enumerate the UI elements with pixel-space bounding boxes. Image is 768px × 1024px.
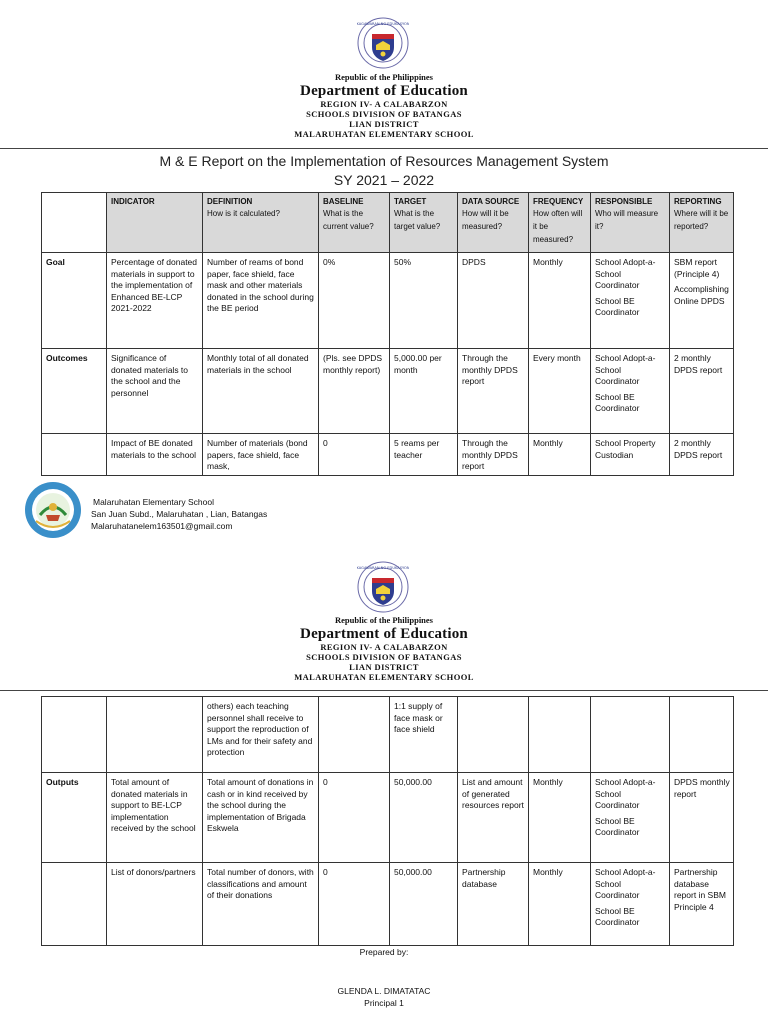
cell-responsible: School Adopt-a-School Coordinator xyxy=(595,353,656,386)
cell-frequency: Monthly xyxy=(533,867,563,877)
table-row-border xyxy=(41,945,734,946)
cell-definition: Number of reams of bond paper, face shield, face mask and other materials donated in the school during the BE period xyxy=(207,257,314,313)
table-column-border xyxy=(590,696,591,946)
table-column-border xyxy=(202,192,203,476)
cell-frequency: Monthly xyxy=(533,257,563,267)
table-column-border xyxy=(318,696,319,946)
cell-responsible: School Adopt-a-School Coordinator xyxy=(595,257,656,290)
table-row-border xyxy=(41,862,734,863)
cell-indicator: Total amount of donated materials in support to BE-LCP implementation received by the school xyxy=(111,777,196,833)
table-column-border xyxy=(528,192,529,476)
signatory-name: GLENDA L. DIMATATAC xyxy=(337,986,431,996)
cell-responsible-secondary: School BE Coordinator xyxy=(595,905,640,927)
school-logo-icon xyxy=(24,481,82,539)
cell-data_source: Through the monthly DPDS report xyxy=(462,438,518,471)
cell-target: 50% xyxy=(394,257,412,267)
table-row-border xyxy=(41,252,734,253)
cell-baseline: 0% xyxy=(323,257,336,267)
column-header-title: DEFINITION xyxy=(207,197,253,206)
cell-indicator: Percentage of donated materials in support to the implementation of Enhanced BE-LCP 2021-2022 xyxy=(111,257,198,313)
cell-indicator: Impact of BE donated materials to the school xyxy=(111,438,197,460)
district-line: LIAN DISTRICT xyxy=(349,662,419,672)
table-row-border xyxy=(41,475,734,476)
table-column-border xyxy=(733,696,734,946)
column-header-title: TARGET xyxy=(394,197,427,206)
department-title: Department of Education xyxy=(300,83,468,99)
cell-responsible-secondary: School BE Coordinator xyxy=(595,391,640,413)
header-divider xyxy=(0,690,768,691)
cell-baseline: 0 xyxy=(323,438,328,448)
region-line: REGION IV- A CALABARZON xyxy=(320,642,448,652)
column-header-title: RESPONSIBLE xyxy=(595,197,653,206)
column-header-subtitle: How will it be measured? xyxy=(462,209,509,231)
cell-definition: Total number of donors, with classifications and amount of their donations xyxy=(207,867,314,900)
table-row-border xyxy=(41,696,734,697)
footer-address: San Juan Subd., Malaruhatan , Lian, Batangas xyxy=(91,509,268,519)
cell-data_source: List and amount of generated resources report xyxy=(462,777,524,810)
column-header-subtitle: What is the current value? xyxy=(323,209,374,231)
cell-definition: Total amount of donations in cash or in kind received by the school during the implementation of Brigada Eskwela xyxy=(207,777,314,833)
cell-definition: others) each teaching personnel shall receive to support the reproduction of LMs and for their safety and protection xyxy=(207,701,313,757)
column-header-title: DATA SOURCE xyxy=(462,197,520,206)
signatory-title: Principal 1 xyxy=(364,998,404,1008)
cell-responsible: School Adopt-a-School Coordinator xyxy=(595,867,656,900)
republic-line: Republic of the Philippines xyxy=(334,615,433,625)
table-column-border xyxy=(202,696,203,946)
republic-line: Republic of the Philippines xyxy=(334,72,433,82)
deped-seal-icon xyxy=(357,17,409,69)
report-title: M & E Report on the Implementation of Resources Management System xyxy=(159,153,609,169)
table-row-border xyxy=(41,772,734,773)
school-line: MALARUHATAN ELEMENTARY SCHOOL xyxy=(294,129,474,139)
cell-reporting: SBM report (Principle 4) xyxy=(674,257,720,279)
table-column-border xyxy=(528,696,529,946)
district-line: LIAN DISTRICT xyxy=(349,119,419,129)
school-year: SY 2021 – 2022 xyxy=(333,172,435,188)
svg-text:KAGAWARAN NG EDUKASYON: KAGAWARAN NG EDUKASYON xyxy=(357,566,409,570)
column-header-subtitle: How is it calculated? xyxy=(207,209,280,218)
cell-baseline: 0 xyxy=(323,777,328,787)
cell-frequency: Monthly xyxy=(533,438,563,448)
header-divider xyxy=(0,148,768,149)
table-column-border xyxy=(389,192,390,476)
cell-reporting: 2 monthly DPDS report xyxy=(674,438,723,460)
column-header-subtitle: How often will it be measured? xyxy=(533,209,583,244)
cell-responsible: School Property Custodian xyxy=(595,438,656,460)
cell-responsible-secondary: School BE Coordinator xyxy=(595,295,640,317)
division-line: SCHOOLS DIVISION OF BATANGAS xyxy=(306,652,462,662)
cell-data_source: Through the monthly DPDS report xyxy=(462,353,518,386)
column-header-title: INDICATOR xyxy=(111,197,155,206)
cell-target: 50,000.00 xyxy=(394,867,432,877)
cell-frequency: Every month xyxy=(533,353,581,363)
cell-data_source: DPDS xyxy=(462,257,486,267)
footer-email[interactable]: Malaruhatanelem163501@gmail.com xyxy=(91,521,233,531)
cell-baseline: 0 xyxy=(323,867,328,877)
table-row-border xyxy=(41,192,734,193)
column-header-title: BASELINE xyxy=(323,197,364,206)
cell-reporting: 2 monthly DPDS report xyxy=(674,353,723,375)
table-column-border xyxy=(41,696,42,946)
column-header-subtitle: Where will it be reported? xyxy=(674,209,729,231)
cell-baseline: (Pls. see DPDS monthly report) xyxy=(323,353,383,375)
table-column-border xyxy=(457,696,458,946)
table-column-border xyxy=(106,192,107,476)
table-column-border xyxy=(41,192,42,476)
row-label: Goal xyxy=(46,257,65,267)
cell-data_source: Partnership database xyxy=(462,867,506,889)
division-line: SCHOOLS DIVISION OF BATANGAS xyxy=(306,109,462,119)
cell-responsible-secondary: School BE Coordinator xyxy=(595,815,640,837)
row-label: Outcomes xyxy=(46,353,88,363)
cell-reporting: DPDS monthly report xyxy=(674,777,730,799)
footer-school-name: Malaruhatan Elementary School xyxy=(93,497,214,507)
cell-responsible: School Adopt-a-School Coordinator xyxy=(595,777,656,810)
cell-frequency: Monthly xyxy=(533,777,563,787)
department-title: Department of Education xyxy=(300,626,468,642)
table-column-border xyxy=(669,192,670,476)
cell-indicator: List of donors/partners xyxy=(111,867,196,877)
table-column-border xyxy=(590,192,591,476)
table-column-border xyxy=(733,192,734,476)
cell-definition: Number of materials (bond papers, face shield, face mask, xyxy=(207,438,308,471)
column-header-subtitle: What is the target value? xyxy=(394,209,441,231)
cell-target: 1:1 supply of face mask or face shield xyxy=(394,701,443,734)
prepared-by-label: Prepared by: xyxy=(359,947,409,957)
table-row-border xyxy=(41,433,734,434)
column-header-title: FREQUENCY xyxy=(533,197,584,206)
column-header-subtitle: Who will measure it? xyxy=(595,209,659,231)
cell-target: 5,000.00 per month xyxy=(394,353,442,375)
column-header-title: REPORTING xyxy=(674,197,722,206)
school-line: MALARUHATAN ELEMENTARY SCHOOL xyxy=(294,672,474,682)
table-column-border xyxy=(457,192,458,476)
cell-reporting: Partnership database report in SBM Principle 4 xyxy=(674,867,726,912)
cell-indicator: Significance of donated materials to the school and the personnel xyxy=(111,353,189,398)
cell-target: 5 reams per teacher xyxy=(394,438,440,460)
table-column-border xyxy=(669,696,670,946)
table-row-border xyxy=(41,348,734,349)
table-column-border xyxy=(318,192,319,476)
cell-reporting-secondary: Accomplishing Online DPDS xyxy=(674,284,729,306)
svg-text:KAGAWARAN NG EDUKASYON: KAGAWARAN NG EDUKASYON xyxy=(357,22,409,26)
cell-definition: Monthly total of all donated materials in the school xyxy=(207,353,309,375)
region-line: REGION IV- A CALABARZON xyxy=(320,99,448,109)
deped-seal-icon xyxy=(357,561,409,613)
table-column-border xyxy=(106,696,107,946)
cell-target: 50,000.00 xyxy=(394,777,432,787)
table-column-border xyxy=(389,696,390,946)
row-label: Outputs xyxy=(46,777,79,787)
